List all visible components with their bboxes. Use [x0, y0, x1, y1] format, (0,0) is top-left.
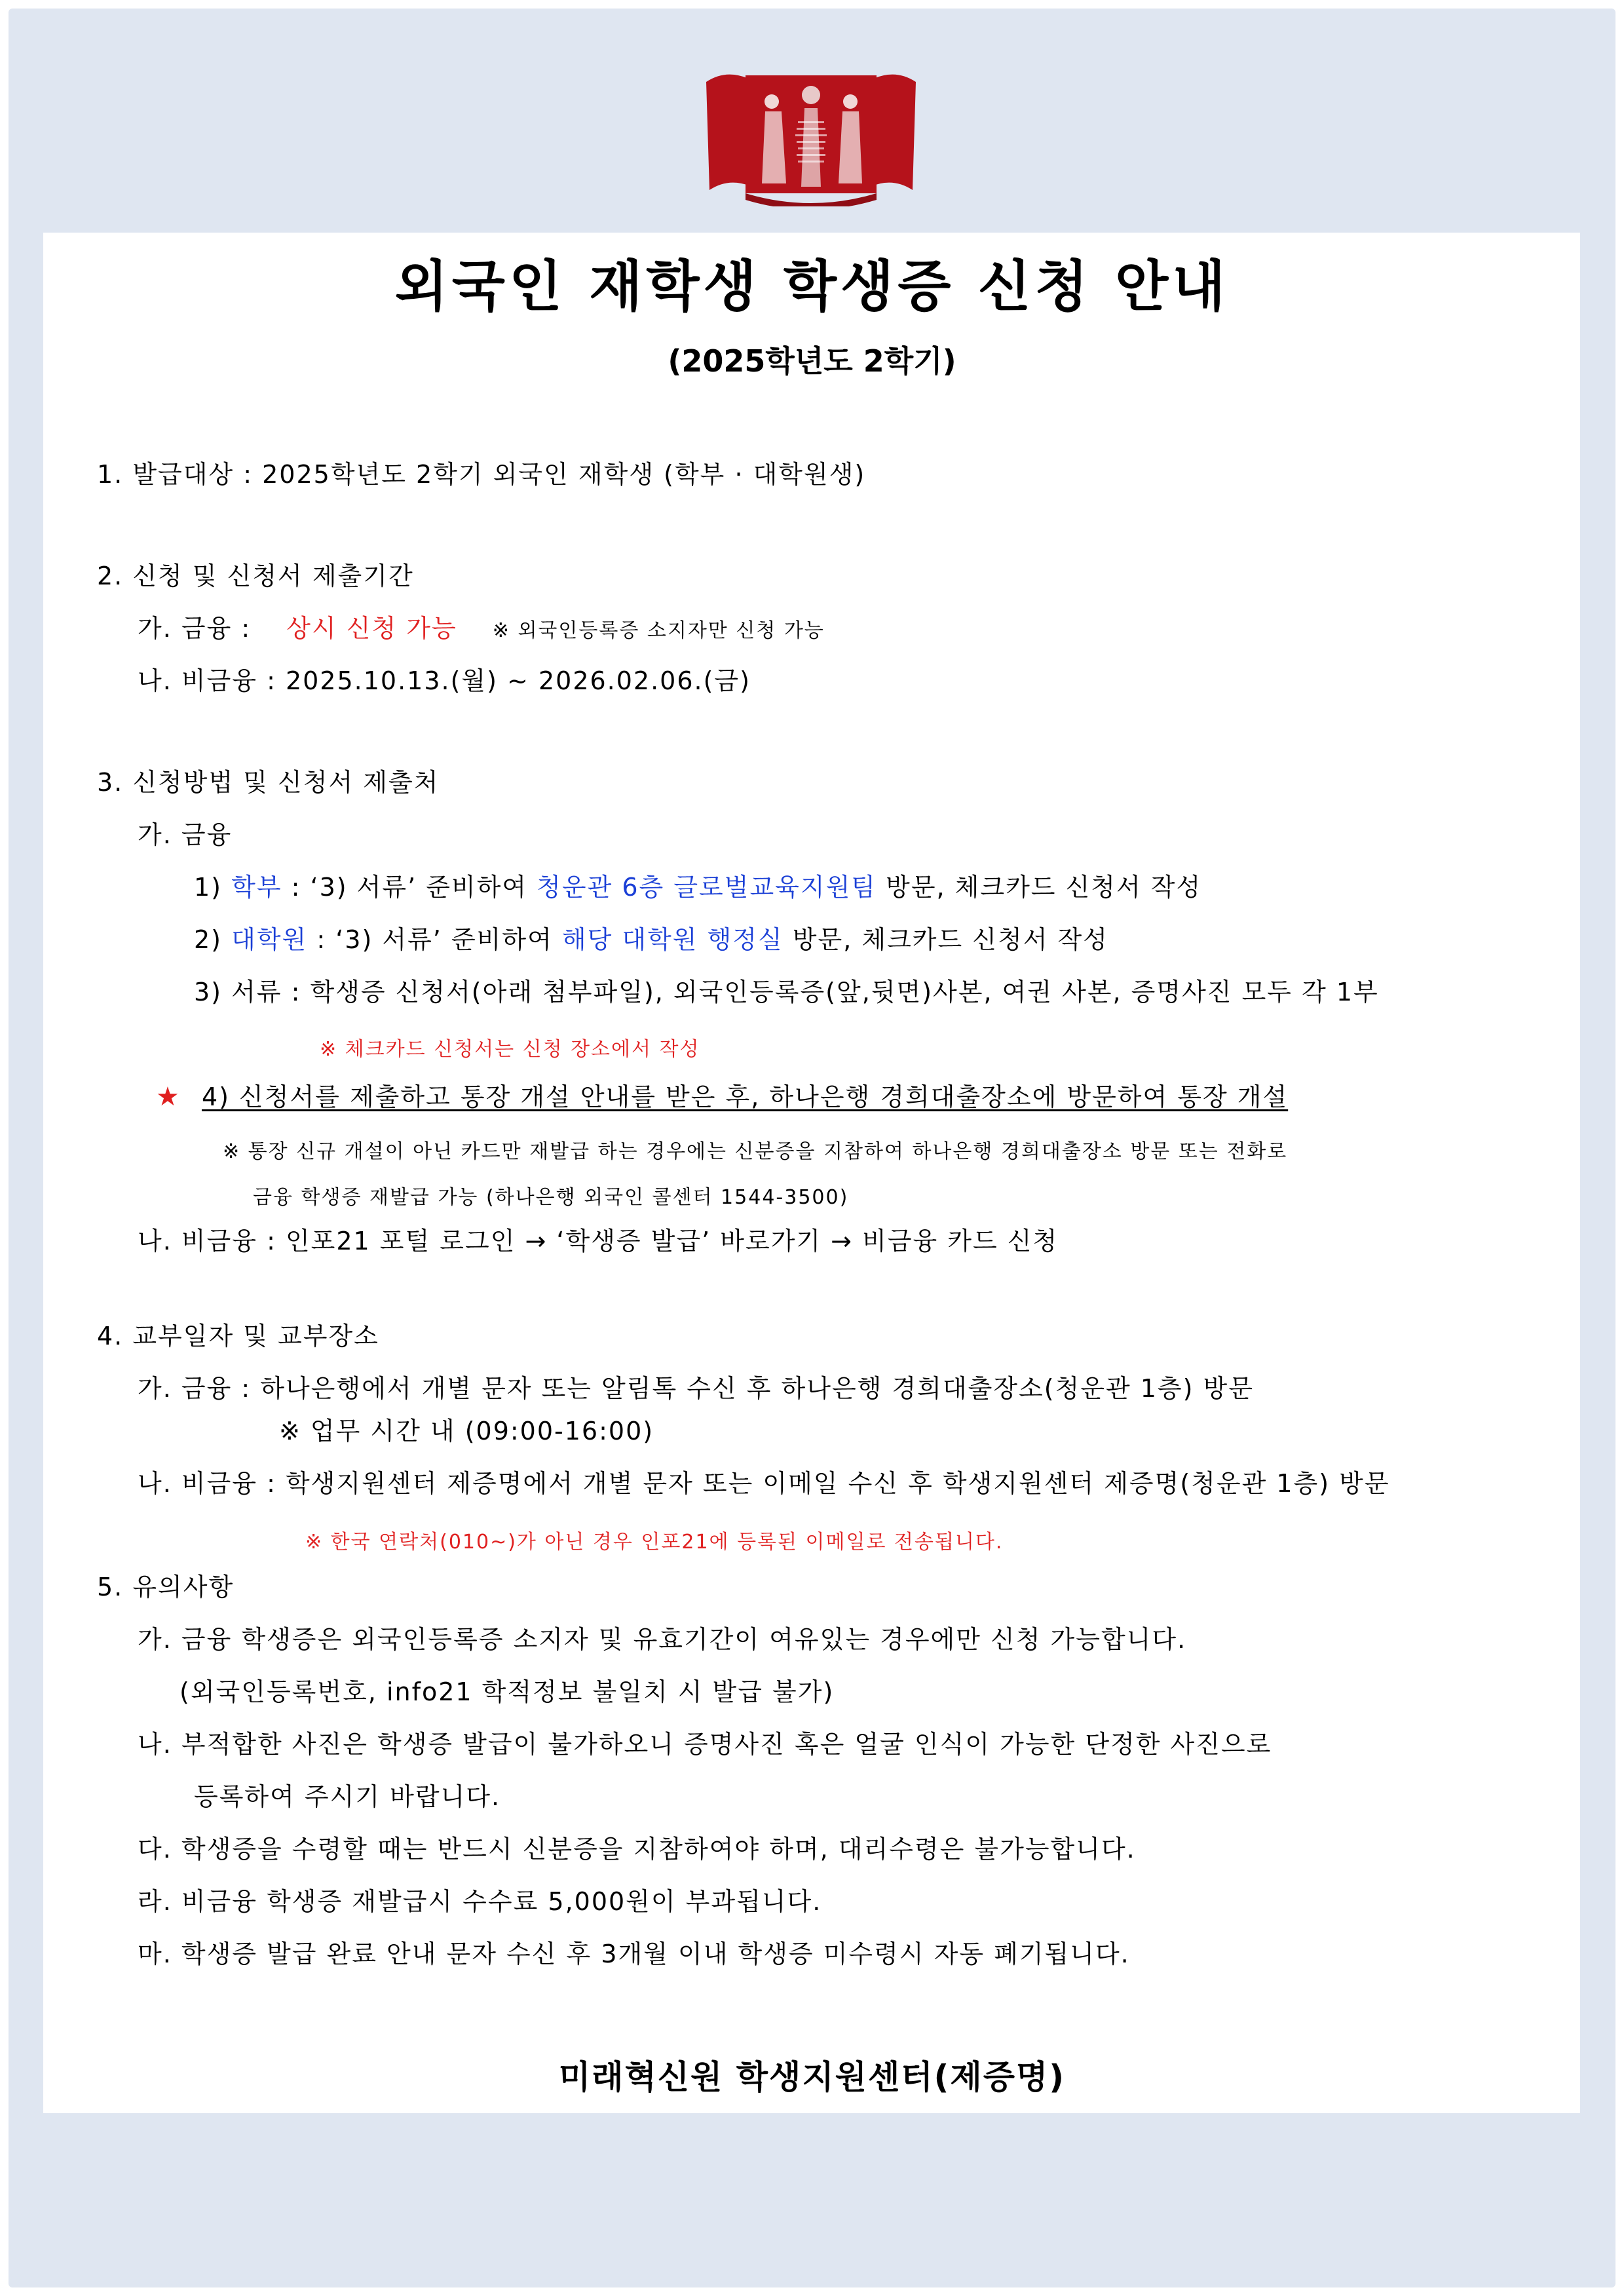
section-3-heading: 3. 신청방법 및 신청서 제출처 [97, 768, 440, 797]
section-2-heading: 2. 신청 및 신청서 제출기간 [97, 562, 414, 590]
university-emblem-logo [700, 62, 922, 206]
section-5-heading: 5. 유의사항 [97, 1573, 235, 1601]
document-body [43, 233, 1580, 2113]
section-5-item-c: 다. 학생증을 수령할 때는 반드시 신분증을 지참하여야 하며, 대리수령은 불가능합니다. [138, 1835, 1136, 1864]
section-4-heading: 4. 교부일자 및 교부장소 [97, 1322, 379, 1350]
subitem-number: 1) [194, 873, 223, 902]
section-3-subitem-3: 3) 서류 : 학생증 신청서(아래 첨부파일), 외국인등록증(앞,뒷면)사본, 여권 사본, 증명사진 모두 각 1부 [194, 978, 1379, 1006]
section-3-item-a: 가. 금융 [138, 820, 233, 849]
item-a-note: ※ 외국인등록증 소지자만 신청 가능 [492, 619, 825, 642]
always-available-text: 상시 신청 가능 [286, 614, 457, 643]
undergraduate-label: 학부 [231, 873, 282, 902]
subitem-text: : ‘3) 서류’ 준비하여 [291, 873, 528, 902]
subitem-number: 2) [194, 925, 223, 954]
section-2-item-b: 나. 비금융 : 2025.10.13.(월) ~ 2026.02.06.(금) [138, 666, 751, 695]
section-2-item-a [138, 614, 825, 645]
section-4-item-b: 나. 비금융 : 학생지원센터 제증명에서 개별 문자 또는 이메일 수신 후 학생지원센터 제증명(청운관 1층) 방문 [138, 1469, 1390, 1498]
section-3-subitem-3-note: ※ 체크카드 신청서는 신청 장소에서 작성 [320, 1038, 700, 1061]
section-3-subitem-2 [194, 925, 1108, 954]
section-3-item-b: 나. 비금융 : 인포21 포털 로그인 → ‘학생증 발급’ 바로가기 → 비금융 카드 신청 [138, 1227, 1059, 1255]
page-title: 외국인 재학생 학생증 신청 안내 [394, 254, 1230, 318]
section-4-item-b-note: ※ 한국 연락처(010~)가 아닌 경우 인포21에 등록된 이메일로 전송됩니다. [305, 1531, 1004, 1554]
section-3-subitem-1 [194, 873, 1201, 902]
office-location: 해당 대학원 행정실 [561, 925, 784, 954]
issuing-office-footer: 미래혁신원 학생지원센터(제증명) [558, 2058, 1066, 2096]
section-5-item-e: 마. 학생증 발급 완료 안내 문자 수신 후 3개월 이내 학생증 미수령시 자동 폐기됩니다. [138, 1940, 1130, 1968]
page-subtitle: (2025학년도 2학기) [668, 343, 956, 379]
office-location: 청운관 6층 글로벌교육지원팀 [537, 873, 877, 902]
section-5-item-a: 가. 금융 학생증은 외국인등록증 소지자 및 유효기간이 여유있는 경우에만 신청 가능합니다. [138, 1625, 1187, 1654]
graduate-label: 대학원 [231, 925, 308, 954]
subitem-text: 방문, 체크카드 신청서 작성 [886, 873, 1202, 902]
section-1-target: 1. 발급대상 : 2025학년도 2학기 외국인 재학생 (학부 · 대학원생) [97, 460, 866, 489]
item-a-label: 가. 금융 : [138, 614, 252, 643]
section-5-item-b-cont: 등록하여 주시기 바랍니다. [194, 1782, 501, 1811]
star-icon: ★ [156, 1082, 181, 1112]
section-5-item-a-detail: (외국인등록번호, info21 학적정보 불일치 시 발급 불가) [179, 1677, 835, 1706]
section-3-subitem-4-note-1: ※ 통장 신규 개설이 아닌 카드만 재발급 하는 경우에는 신분증을 지참하여 하나은행 경희대출장소 방문 또는 전화로 [223, 1140, 1288, 1163]
subitem-text: 방문, 체크카드 신청서 작성 [792, 925, 1108, 954]
section-4-item-a: 가. 금융 : 하나은행에서 개별 문자 또는 알림톡 수신 후 하나은행 경희대출장소(청운관 1층) 방문 [138, 1374, 1254, 1403]
section-5-item-d: 라. 비금융 학생증 재발급시 수수료 5,000원이 부과됩니다. [138, 1887, 822, 1916]
section-3-subitem-4-note-2: 금융 학생증 재발급 가능 (하나은행 외국인 콜센터 1544-3500) [253, 1186, 849, 1209]
section-5-item-b: 나. 부적합한 사진은 학생증 발급이 불가하오니 증명사진 혹은 얼굴 인식이 가능한 단정한 사진으로 [138, 1730, 1272, 1759]
section-3-subitem-4 [156, 1082, 1288, 1111]
section-4-item-a-note: ※ 업무 시간 내 (09:00-16:00) [279, 1417, 654, 1445]
subitem-4-text: 4) 신청서를 제출하고 통장 개설 안내를 받은 후, 하나은행 경희대출장소에 방문하여 통장 개설 [201, 1082, 1289, 1111]
subitem-text: : ‘3) 서류’ 준비하여 [316, 925, 553, 954]
